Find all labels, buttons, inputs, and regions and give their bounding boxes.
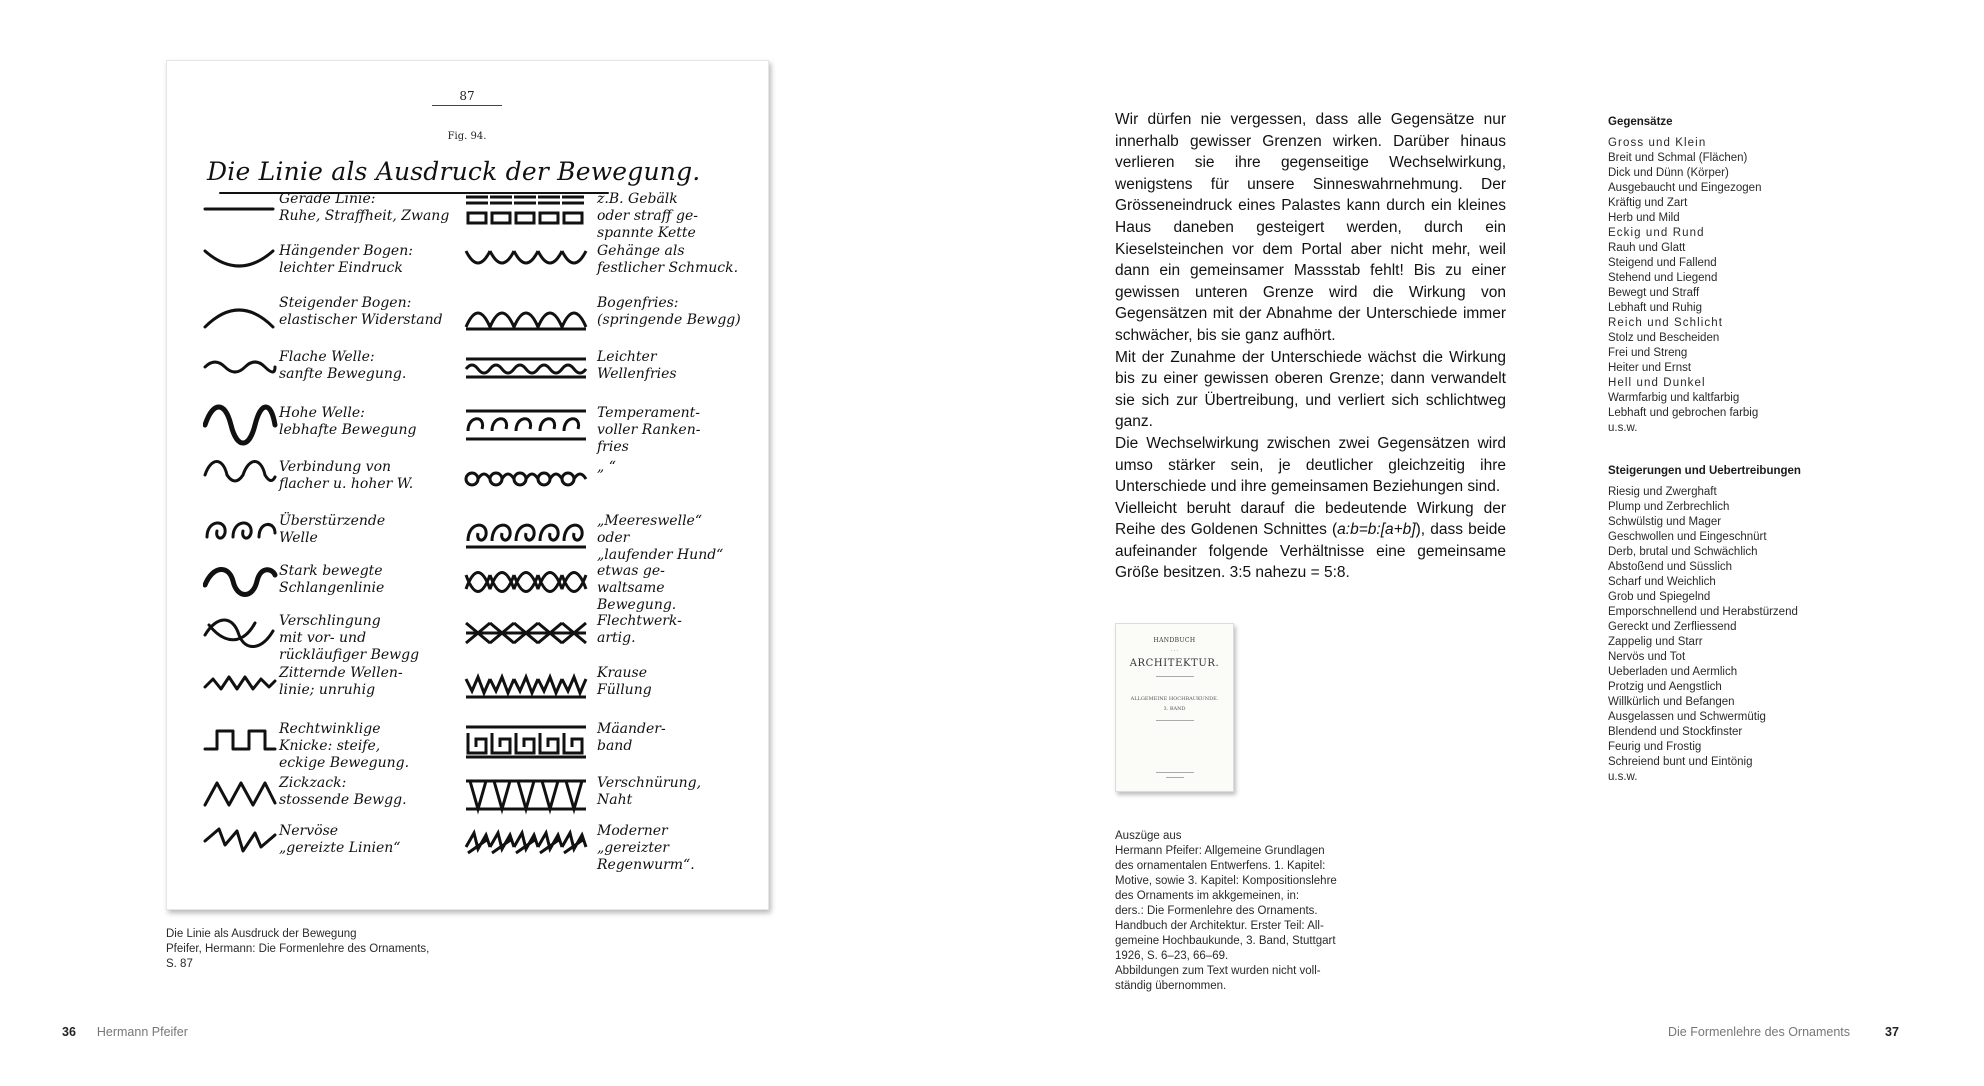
ornament-band-drawing — [462, 241, 592, 285]
motif-label — [279, 775, 407, 809]
list-item: Dick und Dünn (Körper) — [1608, 167, 1729, 179]
source-line: ständig übernommen. — [1115, 980, 1227, 992]
motif-label — [279, 295, 443, 329]
steigerungen-heading: Steigerungen und Uebertreibungen — [1608, 465, 1801, 477]
source-line: Handbuch der Architektur. Erster Teil: All- — [1115, 920, 1324, 932]
ornament-band-drawing — [462, 347, 592, 391]
list-item: Breit und Schmal (Flächen) — [1608, 152, 1748, 164]
list-item: Riesig und Zwerghaft — [1608, 486, 1717, 498]
ornament-label-line: Flechtwerk- — [597, 613, 682, 629]
motif-label-line: Verbindung von — [279, 459, 392, 475]
ornament-label — [597, 563, 676, 614]
motif-label — [279, 191, 449, 225]
ornament-label-line: Temperament- — [597, 405, 701, 421]
list-item: Willkürlich und Befangen — [1608, 696, 1735, 708]
ornament-label-line: artig. — [597, 630, 636, 646]
body-text — [1115, 109, 1506, 584]
motif-label — [279, 349, 406, 383]
list-item: Zappelig und Starr — [1608, 636, 1703, 648]
source-line: des ornamentalen Entwerfens. 1. Kapitel: — [1115, 860, 1326, 872]
ornament-label-line: (springende Bewgg) — [597, 312, 741, 328]
list-item: Abstoßend und Süsslich — [1608, 561, 1733, 573]
ornament-label — [597, 243, 738, 277]
ornament-band-drawing — [462, 403, 592, 447]
motif-label — [279, 721, 409, 772]
plate-rule — [432, 105, 502, 106]
source-line: Auszüge aus — [1115, 830, 1182, 842]
steigerungen-list — [1608, 464, 1848, 785]
list-item: Scharf und Weichlich — [1608, 576, 1716, 588]
list-item: Stolz und Bescheiden — [1608, 332, 1720, 344]
list-item: Gereckt und Zerfliessend — [1608, 621, 1737, 633]
ornament-band-drawing — [462, 511, 592, 555]
motif-label-line: flacher u. hoher W. — [279, 476, 414, 492]
body-paragraph: Die Wechselwirkung zwischen zwei Gegensätzen wird umso stärker sein, je deutlicher gleichzeitig ihre Unterschiede und ihre gemeinsamen Beziehungen sind. — [1115, 434, 1506, 496]
ornament-label-line: fries — [597, 439, 629, 455]
motif-label — [279, 243, 413, 277]
ornament-label-line: Füllung — [597, 682, 652, 698]
ornament-label-line: Bogenfries: — [597, 295, 679, 311]
gegensaetze-items — [1608, 136, 1848, 436]
caption-line: Die Linie als Ausdruck der Bewegung — [166, 928, 357, 940]
thumbnail-rule — [1166, 777, 1184, 778]
steigerungen-items — [1608, 485, 1848, 785]
ornament-label-line: „gereizter — [597, 840, 669, 856]
ornament-label-line: z.B. Gebälk — [597, 191, 678, 207]
book-cover-thumbnail — [1115, 623, 1234, 792]
ornament-label-line: band — [597, 738, 633, 754]
motif-label-line: Rechtwinklige — [279, 721, 381, 737]
source-line: ders.: Die Formenlehre des Ornaments. — [1115, 905, 1318, 917]
motif-label-line: Flache Welle: — [279, 349, 375, 365]
source-line: Motive, sowie 3. Kapitel: Kompositionslehre — [1115, 875, 1337, 887]
ornament-band-drawing — [462, 719, 592, 763]
ornament-label-line: Naht — [597, 792, 633, 808]
golden-ratio-text-before: Vielleicht beruht darauf die bedeutende Wirkung der Reihe des Goldenen Schnittes ( — [1115, 499, 1506, 539]
list-item: Ueberladen und Aermlich — [1608, 666, 1738, 678]
motif-label-line: Zitternde Wellen- — [279, 665, 403, 681]
ornament-band-drawing — [462, 663, 592, 707]
ornament-band-drawing — [462, 189, 592, 233]
motif-label — [279, 513, 385, 547]
ornament-label-line: Verschnürung, — [597, 775, 702, 791]
gegensaetze-list — [1608, 115, 1848, 436]
thumbnail-title-large: ARCHITEKTUR. — [1129, 658, 1220, 669]
line-motif-drawing — [203, 511, 283, 555]
ornament-label-line: Mäander- — [597, 721, 666, 737]
list-item: Plump und Zerbrechlich — [1608, 501, 1730, 513]
line-motif-drawing — [203, 611, 283, 655]
list-item: Ausgelassen und Schwermütig — [1608, 711, 1766, 723]
thumbnail-line-2: 3. BAND — [1163, 706, 1186, 712]
motif-label-line: Gerade Linie: — [279, 191, 376, 207]
ornament-label — [597, 295, 741, 329]
thumbnail-title-small: HANDBUCH — [1153, 637, 1196, 644]
list-item: Nervös und Tot — [1608, 651, 1686, 663]
source-notes — [1115, 829, 1375, 994]
ornament-label — [597, 613, 682, 647]
ornament-label-line: Wellenfries — [597, 366, 677, 382]
motif-label-line: „gereizte Linien“ — [279, 840, 401, 856]
ornament-label-line: Regenwurm“. — [597, 857, 695, 873]
golden-ratio-text-after: ), dass beide aufeinander folgende Verhältnisse eine gemeinsame Größe besitzen. 3:5 nahezu = 5:8. — [1115, 521, 1507, 582]
list-item: Gross und Klein — [1608, 137, 1707, 149]
motif-label-line: Verschlingung — [279, 613, 381, 629]
source-line: gemeine Hochbaukunde, 3. Band, Stuttgart — [1115, 935, 1336, 947]
list-item: Warmfarbig und kaltfarbig — [1608, 392, 1740, 404]
ornament-label-line: „ “ — [597, 459, 616, 475]
plate-figure-label: Fig. 94. — [447, 131, 487, 142]
ornament-label — [597, 823, 695, 874]
list-item: Schreiend bunt und Eintönig — [1608, 756, 1753, 768]
list-item: Eckig und Rund — [1608, 227, 1705, 239]
list-item: Lebhaft und gebrochen farbig — [1608, 407, 1759, 419]
line-motif-drawing — [203, 293, 283, 337]
ornament-label-line: „Meereswelle“ — [597, 513, 702, 529]
motif-label-line: Welle — [279, 530, 318, 546]
folio-left — [62, 1025, 188, 1039]
running-head-left: Hermann Pfeifer — [96, 1025, 188, 1039]
ornament-label-line: oder — [597, 530, 630, 546]
ornament-label — [597, 405, 700, 456]
thumbnail-rule — [1156, 772, 1194, 773]
motif-label-line: sanfte Bewegung. — [279, 366, 407, 382]
list-item: Grob und Spiegelnd — [1608, 591, 1711, 603]
list-item: Hell und Dunkel — [1608, 377, 1706, 389]
ornament-label-line: festlicher Schmuck. — [597, 260, 739, 276]
caption-line: S. 87 — [166, 958, 193, 970]
line-motif-drawing — [203, 663, 283, 707]
list-item: Frei und Streng — [1608, 347, 1688, 359]
ornament-label-line: etwas ge- — [597, 563, 665, 579]
plate-caption — [166, 927, 526, 972]
ornament-label-line: spannte Kette — [597, 225, 696, 241]
motif-label-line: mit vor- und — [279, 630, 367, 646]
page-number-left: 36 — [62, 1025, 76, 1039]
list-item: Heiter und Ernst — [1608, 362, 1692, 374]
gegensaetze-heading: Gegensätze — [1608, 116, 1673, 128]
line-motif-drawing — [203, 773, 283, 817]
line-motif-drawing — [203, 347, 283, 391]
motif-label — [279, 405, 416, 439]
motif-label-line: rückläufiger Bewgg — [279, 647, 420, 663]
line-motif-drawing — [203, 821, 283, 865]
source-line: 1926, S. 6–23, 66–69. — [1115, 950, 1229, 962]
ornament-band-drawing — [462, 293, 592, 337]
running-head-right: Die Formenlehre des Ornaments — [1668, 1025, 1851, 1039]
motif-label — [279, 823, 400, 857]
ornament-label — [597, 191, 698, 242]
ornament-band-drawing — [462, 611, 592, 655]
ornament-label-line: „laufender Hund“ — [597, 547, 724, 563]
thumbnail-line-1: ALLGEMEINE HOCHBAUKUNDE. — [1130, 696, 1219, 702]
motif-label-line: Stark bewegte — [279, 563, 383, 579]
line-motif-drawing — [203, 403, 283, 447]
line-motif-drawing — [203, 189, 283, 233]
motif-label-line: Hohe Welle: — [279, 405, 365, 421]
motif-label — [279, 613, 419, 664]
source-line: Abbildungen zum Text wurden nicht voll- — [1115, 965, 1321, 977]
line-motif-drawing — [203, 719, 283, 763]
list-item: Steigend und Fallend — [1608, 257, 1717, 269]
plate-page-number: 87 — [459, 89, 475, 103]
plate-title: Die Linie als Ausdruck der Bewegung. — [207, 157, 701, 186]
motif-label-line: lebhafte Bewegung — [279, 422, 417, 438]
motif-label-line: leichter Eindruck — [279, 260, 403, 276]
list-item: u.s.w. — [1608, 771, 1638, 783]
list-item: Ausgebaucht und Eingezogen — [1608, 182, 1762, 194]
ornament-label-line: waltsame — [597, 580, 665, 596]
list-item: Stehend und Liegend — [1608, 272, 1718, 284]
body-paragraph-golden-ratio — [1115, 498, 1506, 584]
list-item: Reich und Schlicht — [1608, 317, 1724, 329]
thumbnail-rule — [1156, 676, 1194, 677]
ornament-label-line: voller Ranken- — [597, 422, 701, 438]
list-item: Geschwollen und Eingeschnürt — [1608, 531, 1767, 543]
motif-label-line: Zickzack: — [279, 775, 347, 791]
line-motif-drawing — [203, 457, 283, 501]
motif-label-line: linie; unruhig — [279, 682, 376, 698]
ornament-band-drawing — [462, 561, 592, 605]
motif-label-line: Ruhe, Straffheit, Zwang — [279, 208, 450, 224]
motif-label-line: Steigender Bogen: — [279, 295, 412, 311]
ornament-label — [597, 513, 723, 564]
page-number-right: 37 — [1885, 1025, 1899, 1039]
ornament-band-drawing — [462, 821, 592, 865]
caption-line: Pfeifer, Hermann: Die Formenlehre des Ornaments, — [166, 943, 430, 955]
thumbnail-ornament: · · · — [1170, 648, 1179, 654]
line-motif-drawing — [203, 241, 283, 285]
ornament-label-line: Moderner — [597, 823, 668, 839]
motif-label — [279, 563, 384, 597]
ornament-label-line: Bewegung. — [597, 597, 677, 613]
list-item: Herb und Mild — [1608, 212, 1680, 224]
motif-label-line: Nervöse — [279, 823, 339, 839]
list-item: Rauh und Glatt — [1608, 242, 1686, 254]
list-item: Feurig und Frostig — [1608, 741, 1702, 753]
ornament-label — [597, 665, 652, 699]
ornament-label — [597, 349, 677, 383]
body-paragraph: Mit der Zunahme der Unterschiede wächst die Wirkung bis zu einer gewissen oberen Grenze; dann verwandelt sie sich zur Übertreibung, und verliert sich schlichtweg ganz. — [1115, 348, 1506, 431]
motif-label-line: Knicke: steife, — [279, 738, 381, 754]
ornament-label — [597, 775, 701, 809]
list-item: Derb, brutal und Schwächlich — [1608, 546, 1758, 558]
list-item: u.s.w. — [1608, 422, 1638, 434]
ornament-label-line: oder straff ge- — [597, 208, 699, 224]
motif-label-line: stossende Bewgg. — [279, 792, 407, 808]
golden-ratio-formula: a:b=b:[a+b] — [1337, 521, 1416, 539]
ornament-label-line: Krause — [597, 665, 647, 681]
ornament-label — [597, 459, 616, 476]
folio-right — [1668, 1025, 1899, 1039]
motif-label-line: Hängender Bogen: — [279, 243, 413, 259]
motif-label-line: Schlangenlinie — [279, 580, 385, 596]
list-item: Emporschnellend und Herabstürzend — [1608, 606, 1798, 618]
motif-label-line: elastischer Widerstand — [279, 312, 443, 328]
ornament-label — [597, 721, 666, 755]
source-line: des Ornaments im akkgemeinen, in: — [1115, 890, 1300, 902]
ornament-band-drawing — [462, 773, 592, 817]
line-motif-drawing — [203, 561, 283, 605]
body-paragraph: Wir dürfen nie vergessen, dass alle Gegensätze nur innerhalb gewisser Grenzen wirken. Darüber hinaus verlieren sie ihre gegenseitige Wechselwirkung, wenigstens für unsere Sinneswahrnehmung. Der Grösseneindruck eines Palastes kann durch ein kleines Haus daneben gesteigert werden, durch ein Kieselsteinchen vor dem Portal aber nicht mehr, weil dann ein gemeinsamer Massstab fehlt! Bis zu einer gewissen unteren Grenze wird die Wirkung von Gegensätzen mit der Abnahme der Unterschiede immer schwächer, bis sie ganz aufhört. — [1115, 111, 1506, 344]
list-item: Lebhaft und Ruhig — [1608, 302, 1702, 314]
motif-label — [279, 665, 403, 699]
ornament-plate — [166, 60, 769, 910]
list-item: Schwülstig und Mager — [1608, 516, 1722, 528]
motif-label-line: Überstürzende — [279, 513, 386, 529]
ornament-label-line: Gehänge als — [597, 243, 685, 259]
list-item: Bewegt und Straff — [1608, 287, 1700, 299]
thumbnail-rule — [1156, 720, 1194, 721]
motif-label-line: eckige Bewegung. — [279, 755, 410, 771]
list-item: Kräftig und Zart — [1608, 197, 1688, 209]
source-line: Hermann Pfeifer: Allgemeine Grundlagen — [1115, 845, 1325, 857]
ornament-label-line: Leichter — [597, 349, 657, 365]
list-item: Blendend und Stockfinster — [1608, 726, 1743, 738]
motif-label — [279, 459, 413, 493]
ornament-band-drawing — [462, 457, 592, 501]
list-item: Protzig und Aengstlich — [1608, 681, 1722, 693]
